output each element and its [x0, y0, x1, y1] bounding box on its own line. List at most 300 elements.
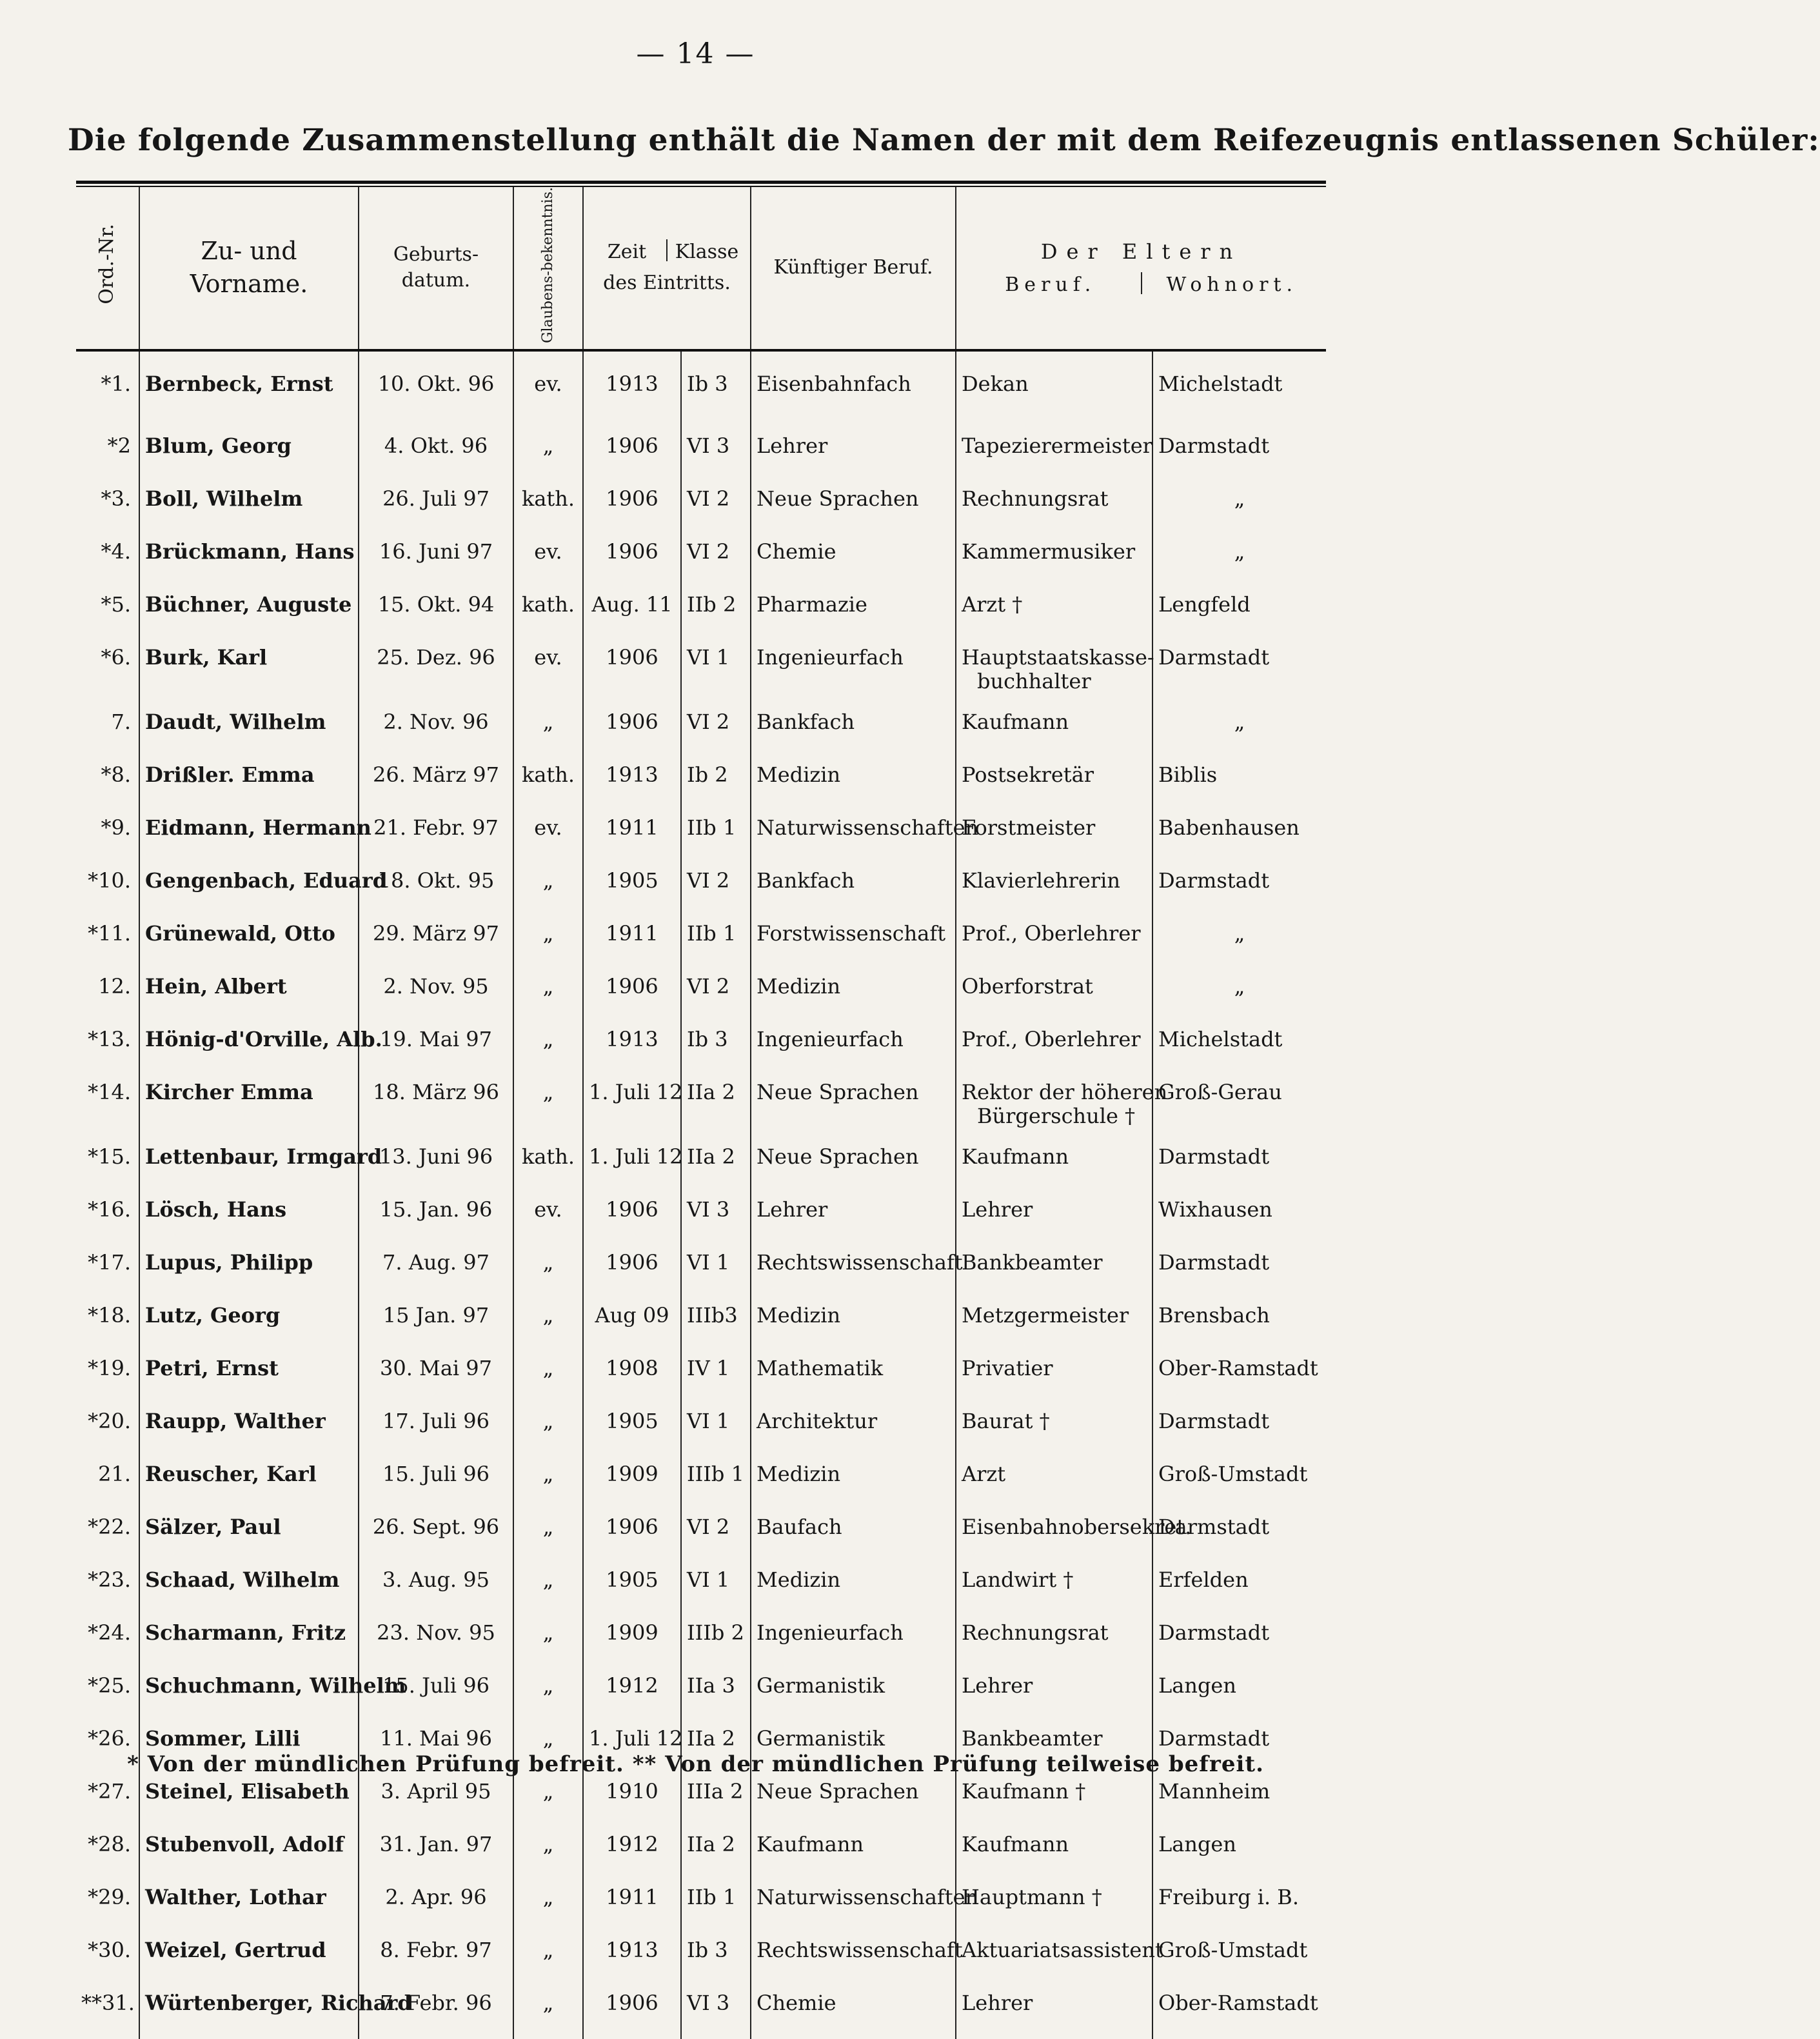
row-number: **31. [76, 1984, 139, 2039]
table-row [76, 702, 1326, 755]
religion: „ [513, 702, 583, 755]
future-profession: Ingenieurfach [751, 638, 956, 702]
birth-date: 16. Juni 97 [359, 532, 513, 585]
religion: „ [513, 1507, 583, 1560]
parent-residence: „ [1234, 539, 1245, 564]
table-header-row [76, 187, 1326, 350]
birth-date: 11. Mai 96 [359, 1719, 513, 1772]
parent-residence: Darmstadt [1158, 1144, 1270, 1169]
student-name: Petri, Ernst [139, 1349, 359, 1402]
parent-profession-line: Forstmeister [962, 815, 1096, 840]
parent-profession-line: Lehrer [962, 1673, 1033, 1698]
future-profession: Chemie [751, 532, 956, 585]
row-number: *11. [76, 914, 139, 967]
parent-profession-line: Prof., Oberlehrer [962, 1026, 1141, 1051]
row-number: *1. [76, 350, 139, 426]
student-name: Drißler. Emma [139, 755, 359, 808]
birth-date: 30. Mai 97 [359, 1349, 513, 1402]
future-profession: Forstwissenschaft [751, 914, 956, 967]
parent-profession [956, 1560, 1152, 1613]
entry-time: 1905 [583, 861, 681, 914]
entry-time: 1906 [583, 532, 681, 585]
table-row [76, 479, 1326, 532]
parent-profession-line: Eisenbahnobersekret. [962, 1514, 1192, 1539]
parent-profession [956, 1020, 1152, 1073]
row-number: *3. [76, 479, 139, 532]
future-profession: Germanistik [751, 1666, 956, 1719]
student-name: Würtenberger, Richard [139, 1984, 359, 2039]
student-name: Scharmann, Fritz [139, 1613, 359, 1666]
parent-residence: Darmstadt [1158, 1514, 1270, 1539]
birth-date: 15. Okt. 94 [359, 585, 513, 638]
entry-time: 1. Juli 12 [583, 1137, 681, 1190]
religion: ev. [513, 638, 583, 702]
entry-time: 1906 [583, 702, 681, 755]
student-name: Weizel, Gertrud [139, 1931, 359, 1984]
row-number: *15. [76, 1137, 139, 1190]
parent-profession-line: Kaufmann [962, 1144, 1069, 1169]
future-profession: Rechtswissenschaft [751, 1931, 956, 1984]
entry-time: 1905 [583, 1402, 681, 1455]
future-profession: Medizin [751, 967, 956, 1020]
parent-profession-line: Rechnungsrat [962, 486, 1109, 511]
religion: ev. [513, 532, 583, 585]
birth-date: 2. Nov. 96 [359, 702, 513, 755]
entry-class: IV 1 [681, 1349, 751, 1402]
header-eltern-beruf: Beruf. [1005, 273, 1096, 296]
birth-date: 17. Juli 96 [359, 1402, 513, 1455]
future-profession: Kaufmann [751, 1825, 956, 1878]
parent-profession [956, 1296, 1152, 1349]
parent-residence: Groß-Umstadt [1158, 1461, 1308, 1486]
religion: „ [513, 1296, 583, 1349]
future-profession: Neue Sprachen [751, 1137, 956, 1190]
entry-class: Ib 2 [681, 755, 751, 808]
header-klasse: Klasse [675, 240, 739, 263]
row-number: *28. [76, 1825, 139, 1878]
religion: „ [513, 1020, 583, 1073]
row-number: *5. [76, 585, 139, 638]
birth-date: 4. Okt. 96 [359, 426, 513, 479]
parent-profession [956, 638, 1152, 702]
parent-residence: Darmstadt [1158, 433, 1270, 458]
religion: kath. [513, 755, 583, 808]
table-row [76, 1613, 1326, 1666]
parent-residence: Erfelden [1158, 1567, 1249, 1592]
entry-time: 1911 [583, 808, 681, 861]
entry-class: IIb 2 [681, 585, 751, 638]
table-row [76, 426, 1326, 479]
row-number: *26. [76, 1719, 139, 1772]
parent-residence: Wixhausen [1158, 1197, 1272, 1222]
religion: „ [513, 1402, 583, 1455]
birth-date: 26. Juli 97 [359, 479, 513, 532]
student-name: Lösch, Hans [139, 1190, 359, 1243]
table-row [76, 1402, 1326, 1455]
student-name: Raupp, Walther [139, 1402, 359, 1455]
entry-class: IIa 2 [681, 1073, 751, 1137]
religion: „ [513, 1984, 583, 2039]
table-row [76, 861, 1326, 914]
religion: „ [513, 1560, 583, 1613]
table-row [76, 1296, 1326, 1349]
parent-profession [956, 755, 1152, 808]
table-row [76, 914, 1326, 967]
row-number: *4. [76, 532, 139, 585]
religion: ev. [513, 1190, 583, 1243]
birth-date: 3. Aug. 95 [359, 1560, 513, 1613]
row-number: *2 [76, 426, 139, 479]
student-name: Bernbeck, Ernst [139, 350, 359, 426]
birth-date: 2. Nov. 95 [359, 967, 513, 1020]
parent-profession [956, 967, 1152, 1020]
row-number: *25. [76, 1666, 139, 1719]
table-row [76, 1243, 1326, 1296]
entry-class: IIb 1 [681, 808, 751, 861]
row-number: *13. [76, 1020, 139, 1073]
entry-time: 1912 [583, 1666, 681, 1719]
entry-time: 1908 [583, 1349, 681, 1402]
entry-class: IIIa 2 [681, 1772, 751, 1825]
parent-profession [956, 1825, 1152, 1878]
entry-class: VI 3 [681, 426, 751, 479]
future-profession: Neue Sprachen [751, 1772, 956, 1825]
row-number: 7. [76, 702, 139, 755]
future-profession: Lehrer [751, 1190, 956, 1243]
future-profession: Architektur [751, 1402, 956, 1455]
entry-time: 1906 [583, 1507, 681, 1560]
student-name: Hein, Albert [139, 967, 359, 1020]
parent-profession-line: buchhalter [977, 669, 1091, 694]
header-eltern-title: Der Eltern [1040, 239, 1242, 264]
parent-profession [956, 1349, 1152, 1402]
future-profession: Baufach [751, 1507, 956, 1560]
header-name: Zu- und Vorname. [139, 187, 359, 350]
parent-profession [956, 1772, 1152, 1825]
future-profession: Ingenieurfach [751, 1613, 956, 1666]
header-beruf: Künftiger Beruf. [751, 187, 956, 350]
table-row [76, 1190, 1326, 1243]
student-name: Reuscher, Karl [139, 1455, 359, 1507]
entry-class: IIIb 2 [681, 1613, 751, 1666]
parent-residence: Ober-Ramstadt [1158, 1990, 1318, 2015]
religion: kath. [513, 1137, 583, 1190]
entry-class: VI 2 [681, 861, 751, 914]
birth-date: 18. Okt. 95 [359, 861, 513, 914]
future-profession: Bankfach [751, 702, 956, 755]
birth-date: 25. Dez. 96 [359, 638, 513, 702]
future-profession: Bankfach [751, 861, 956, 914]
religion: „ [513, 861, 583, 914]
footnote: * Von der mündlichen Prüfung befreit. ** Von der mündlichen Prüfung teilweise befreit. [127, 1751, 1264, 1777]
entry-class: Ib 3 [681, 1931, 751, 1984]
entry-time: 1911 [583, 914, 681, 967]
student-name: Lutz, Georg [139, 1296, 359, 1349]
future-profession: Rechtswissenschaft [751, 1243, 956, 1296]
parent-profession-line: Tapezierermeister [962, 433, 1152, 458]
birth-date: 15. Juli 96 [359, 1455, 513, 1507]
parent-profession [956, 1613, 1152, 1666]
student-name: Stubenvoll, Adolf [139, 1825, 359, 1878]
student-name: Lupus, Philipp [139, 1243, 359, 1296]
table-row [76, 967, 1326, 1020]
entry-time: 1906 [583, 1243, 681, 1296]
parent-residence: Darmstadt [1158, 1408, 1270, 1433]
birth-date: 15. Jan. 96 [359, 1190, 513, 1243]
parent-residence: Mannheim [1158, 1778, 1271, 1804]
entry-time: 1906 [583, 638, 681, 702]
parent-profession [956, 1137, 1152, 1190]
row-number: *8. [76, 755, 139, 808]
birth-date: 3. April 95 [359, 1772, 513, 1825]
religion: „ [513, 1878, 583, 1931]
student-name: Burk, Karl [139, 638, 359, 702]
parent-residence: Biblis [1158, 762, 1218, 787]
birth-date: 26. Sept. 96 [359, 1507, 513, 1560]
row-number: *24. [76, 1613, 139, 1666]
entry-class: VI 2 [681, 1507, 751, 1560]
table-row [76, 1020, 1326, 1073]
student-name: Lettenbaur, Irmgard [139, 1137, 359, 1190]
page-number: — 14 — [636, 37, 755, 70]
row-number: *10. [76, 861, 139, 914]
parent-profession-line: Rechnungsrat [962, 1620, 1109, 1645]
future-profession: Medizin [751, 755, 956, 808]
birth-date: 31. Jan. 97 [359, 1825, 513, 1878]
header-eintritt: des Eintritts. [603, 272, 731, 295]
entry-time: 1906 [583, 426, 681, 479]
parent-residence: Darmstadt [1158, 1249, 1270, 1275]
entry-time: 1913 [583, 1931, 681, 1984]
entry-time: 1. Juli 12 [583, 1073, 681, 1137]
student-name: Walther, Lothar [139, 1878, 359, 1931]
row-number: *23. [76, 1560, 139, 1613]
religion: „ [513, 1666, 583, 1719]
parent-profession [956, 1878, 1152, 1931]
parent-residence: Brensbach [1158, 1302, 1270, 1328]
religion: kath. [513, 585, 583, 638]
religion: „ [513, 1349, 583, 1402]
parent-profession-line: Lehrer [962, 1197, 1033, 1222]
student-name: Büchner, Auguste [139, 585, 359, 638]
entry-time: 1906 [583, 1984, 681, 2039]
entry-class: Ib 3 [681, 350, 751, 426]
parent-profession [956, 1073, 1168, 1137]
parent-profession [956, 1931, 1163, 1984]
entry-time: 1913 [583, 755, 681, 808]
parent-residence: Darmstadt [1158, 1620, 1270, 1645]
parent-profession-line: Dekan [962, 371, 1029, 396]
parent-residence: „ [1234, 709, 1245, 734]
parent-profession-line: Bürgerschule † [977, 1104, 1136, 1129]
birth-date: 15 Jan. 97 [359, 1296, 513, 1349]
student-name: Kircher Emma [139, 1073, 359, 1137]
birth-date: 7. Aug. 97 [359, 1243, 513, 1296]
religion: „ [513, 1243, 583, 1296]
parent-residence: Freiburg i. B. [1158, 1884, 1299, 1909]
entry-time: 1906 [583, 479, 681, 532]
religion: „ [513, 1719, 583, 1772]
parent-profession [956, 1455, 1152, 1507]
student-name: Brückmann, Hans [139, 532, 359, 585]
future-profession: Pharmazie [751, 585, 956, 638]
student-name: Schuchmann, Wilhelm [139, 1666, 359, 1719]
parent-residence: „ [1234, 973, 1245, 999]
religion: „ [513, 967, 583, 1020]
entry-class: VI 3 [681, 1984, 751, 2039]
parent-profession [956, 1402, 1152, 1455]
entry-time: 1912 [583, 1825, 681, 1878]
table-row [76, 808, 1326, 861]
row-number: *9. [76, 808, 139, 861]
religion: „ [513, 914, 583, 967]
religion: kath. [513, 479, 583, 532]
parent-profession-line: Privatier [962, 1355, 1053, 1380]
birth-date: 19. Mai 97 [359, 1020, 513, 1073]
entry-time: Aug. 11 [583, 585, 681, 638]
table-row [76, 1455, 1326, 1507]
table-row [76, 1878, 1326, 1931]
religion: ev. [513, 350, 583, 426]
parent-residence: Darmstadt [1158, 868, 1270, 893]
parent-profession-line: Landwirt † [962, 1567, 1074, 1592]
entry-time: 1913 [583, 350, 681, 426]
parent-profession [956, 808, 1152, 861]
student-name: Blum, Georg [139, 426, 359, 479]
entry-class: IIb 1 [681, 914, 751, 967]
birth-date: 23. Nov. 95 [359, 1613, 513, 1666]
parent-residence: Groß-Umstadt [1158, 1937, 1308, 1962]
future-profession: Medizin [751, 1455, 956, 1507]
parent-profession-line: Postsekretär [962, 762, 1094, 787]
entry-class: VI 2 [681, 532, 751, 585]
parent-residence: Groß-Gerau [1158, 1079, 1282, 1104]
parent-profession-line: Arzt [962, 1461, 1006, 1486]
parent-profession [956, 479, 1152, 532]
future-profession: Ingenieurfach [751, 1020, 956, 1073]
page-heading: Die folgende Zusammenstellung enthält die Namen der mit dem Reifezeugnis entlassenen Schüler: [68, 123, 1820, 158]
religion: „ [513, 1073, 583, 1137]
table-row [76, 1560, 1326, 1613]
table-row [76, 1931, 1326, 1984]
parent-profession-line: Metzgermeister [962, 1302, 1129, 1328]
entry-time: 1. Juli 12 [583, 1719, 681, 1772]
entry-class: VI 1 [681, 1560, 751, 1613]
entry-time: 1910 [583, 1772, 681, 1825]
birth-date: 29. März 97 [359, 914, 513, 967]
entry-class: IIa 2 [681, 1137, 751, 1190]
table-row [76, 1137, 1326, 1190]
parent-profession [956, 585, 1152, 638]
future-profession: Naturwissenschaften [751, 808, 956, 861]
student-name: Daudt, Wilhelm [139, 702, 359, 755]
row-number: 21. [76, 1455, 139, 1507]
entry-class: IIa 2 [681, 1719, 751, 1772]
entry-time: 1906 [583, 1190, 681, 1243]
table-row [76, 350, 1326, 426]
student-name: Schaad, Wilhelm [139, 1560, 359, 1613]
birth-date: 10. Okt. 96 [359, 350, 513, 426]
future-profession: Medizin [751, 1560, 956, 1613]
religion: „ [513, 1455, 583, 1507]
row-number: *16. [76, 1190, 139, 1243]
parent-profession [956, 532, 1152, 585]
parent-profession-line: Kammermusiker [962, 539, 1136, 564]
parent-residence: Lengfeld [1158, 592, 1251, 617]
row-number: *29. [76, 1878, 139, 1931]
table-row [76, 755, 1326, 808]
parent-profession [956, 1190, 1152, 1243]
future-profession: Neue Sprachen [751, 479, 956, 532]
future-profession: Lehrer [751, 426, 956, 479]
entry-class: IIa 3 [681, 1666, 751, 1719]
parent-profession-line: Rektor der höheren [962, 1079, 1168, 1104]
entry-time: 1911 [583, 1878, 681, 1931]
entry-class: VI 2 [681, 967, 751, 1020]
parent-residence: Michelstadt [1158, 1026, 1283, 1051]
future-profession: Germanistik [751, 1719, 956, 1772]
parent-profession-line: Hauptstaatskasse- [962, 644, 1154, 670]
row-number: 12. [76, 967, 139, 1020]
religion: „ [513, 1825, 583, 1878]
parent-residence: „ [1234, 486, 1245, 511]
parent-profession [956, 702, 1152, 755]
row-number: *30. [76, 1931, 139, 1984]
future-profession: Medizin [751, 1296, 956, 1349]
row-number: *18. [76, 1296, 139, 1349]
student-name: Grünewald, Otto [139, 914, 359, 967]
parent-profession-line: Klavierlehrerin [962, 868, 1120, 893]
table-row [76, 1666, 1326, 1719]
table-row [76, 532, 1326, 585]
entry-class: VI 1 [681, 1243, 751, 1296]
row-number: *6. [76, 638, 139, 702]
religion: „ [513, 1613, 583, 1666]
table-row [76, 1984, 1326, 2039]
birth-date: 2. Apr. 96 [359, 1878, 513, 1931]
parent-residence: Langen [1158, 1673, 1236, 1698]
entry-time: 1913 [583, 1020, 681, 1073]
parent-profession-line: Prof., Oberlehrer [962, 920, 1141, 946]
student-name: Boll, Wilhelm [139, 479, 359, 532]
parent-residence: Babenhausen [1158, 815, 1300, 840]
row-number: *19. [76, 1349, 139, 1402]
header-eltern [956, 187, 1326, 350]
header-geburt: Geburts- datum. [359, 187, 513, 350]
entry-time: 1906 [583, 967, 681, 1020]
header-glaube: Glaubens-bekenntnis. [513, 187, 583, 350]
parent-profession [956, 350, 1152, 426]
religion: ev. [513, 808, 583, 861]
table-row [76, 1772, 1326, 1825]
row-number: *14. [76, 1073, 139, 1137]
header-zeit: Zeit [607, 240, 647, 263]
religion: „ [513, 1931, 583, 1984]
header-nr: Ord.-Nr. [76, 187, 139, 350]
entry-class: IIIb3 [681, 1296, 751, 1349]
parent-residence: Ober-Ramstadt [1158, 1355, 1318, 1380]
entry-class: IIIb 1 [681, 1455, 751, 1507]
entry-time: 1909 [583, 1613, 681, 1666]
religion: „ [513, 1772, 583, 1825]
student-name: Eidmann, Hermann [139, 808, 359, 861]
entry-class: VI 3 [681, 1190, 751, 1243]
birth-date: 8. Febr. 97 [359, 1931, 513, 1984]
parent-profession-line: Baurat † [962, 1408, 1050, 1433]
entry-class: VI 1 [681, 1402, 751, 1455]
parent-residence: „ [1234, 920, 1245, 946]
parent-residence: Darmstadt [1158, 1726, 1270, 1751]
